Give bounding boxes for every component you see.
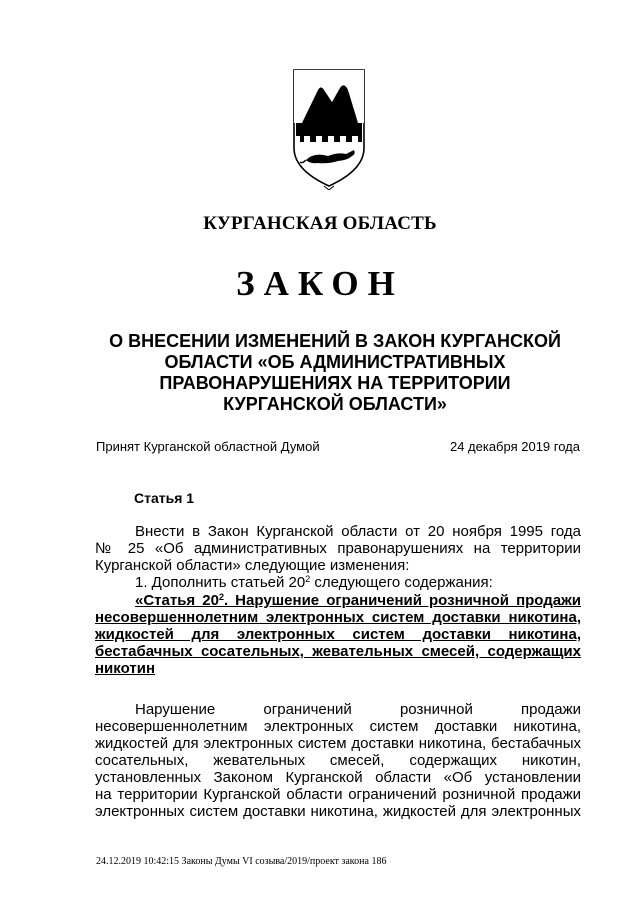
text-line: жидкостей для электронных систем доставки никотина, [95,626,581,643]
quote-text: . Нарушение ограничений розничной продажи [223,592,581,609]
adoption-text: Принят Курганской областной Думой [96,439,320,454]
document-type: ЗАКОН [236,264,404,303]
quote-label: Статья 20 [143,592,219,609]
adoption-date: 24 декабря 2019 года [449,439,580,454]
text-line: Нарушение ограничений розничной продажи [135,701,581,718]
law-title [80,331,590,415]
text-line: Внести в Закон Курганской области от 20 ноября 1995 года [135,523,581,540]
quoted-article-heading [95,592,581,677]
region-name: КУРГАНСКАЯ ОБЛАСТЬ [203,213,437,234]
quote-superscript: 2 [218,592,224,602]
law-title-line: ПРАВОНАРУШЕНИЯХ НА ТЕРРИТОРИИ [159,373,511,393]
footer-stamp: 24.12.2019 10:42:15 Законы Думы VI созыва/2019/проект закона 186 [96,856,387,867]
quote-mark: « [135,592,144,609]
coat-of-arms-icon [288,68,370,190]
text-line: сосательных, жевательных смесей, содержащих никотин, [95,752,581,769]
text-line: № 25 «Об административных правонарушениях на территории [95,540,581,557]
law-title-line: О ВНЕСЕНИИ ИЗМЕНЕНИЙ В ЗАКОН КУРГАНСКОЙ [109,331,561,351]
paragraph-amendment-intro [95,523,581,574]
text-line: Курганской области» следующие изменения: [95,557,410,574]
text-line: электронных систем доставки никотина, жидкостей для электронных [95,803,581,820]
law-title-line: ОБЛАСТИ «ОБ АДМИНИСТРАТИВНЫХ [164,352,506,372]
amendment-item-1 [95,574,581,591]
text-line: никотин [95,660,156,677]
text-line: бестабачных сосательных, жевательных смесей, содержащих [95,643,581,660]
item-superscript: 2 [305,574,311,584]
text-line [95,574,581,591]
article-heading: Статья 1 [134,490,195,506]
text-line: жидкостей для электронных систем доставки никотина, бестабачных [95,735,581,752]
text-line: на территории Курганской области ограничений розничной продажи [95,786,581,803]
text-line: несовершеннолетним электронных систем доставки никотина, [95,718,581,735]
item-text: следующего содержания: [310,574,493,591]
text-line: установленных Законом Курганской области «Об установлении [95,769,581,786]
text-line: несовершеннолетним электронных систем доставки никотина, [95,609,581,626]
item-text: 1. Дополнить статьей 20 [135,574,306,591]
law-title-line: КУРГАНСКОЙ ОБЛАСТИ» [223,394,447,414]
text-line [95,592,581,609]
paragraph-violation [95,701,581,820]
